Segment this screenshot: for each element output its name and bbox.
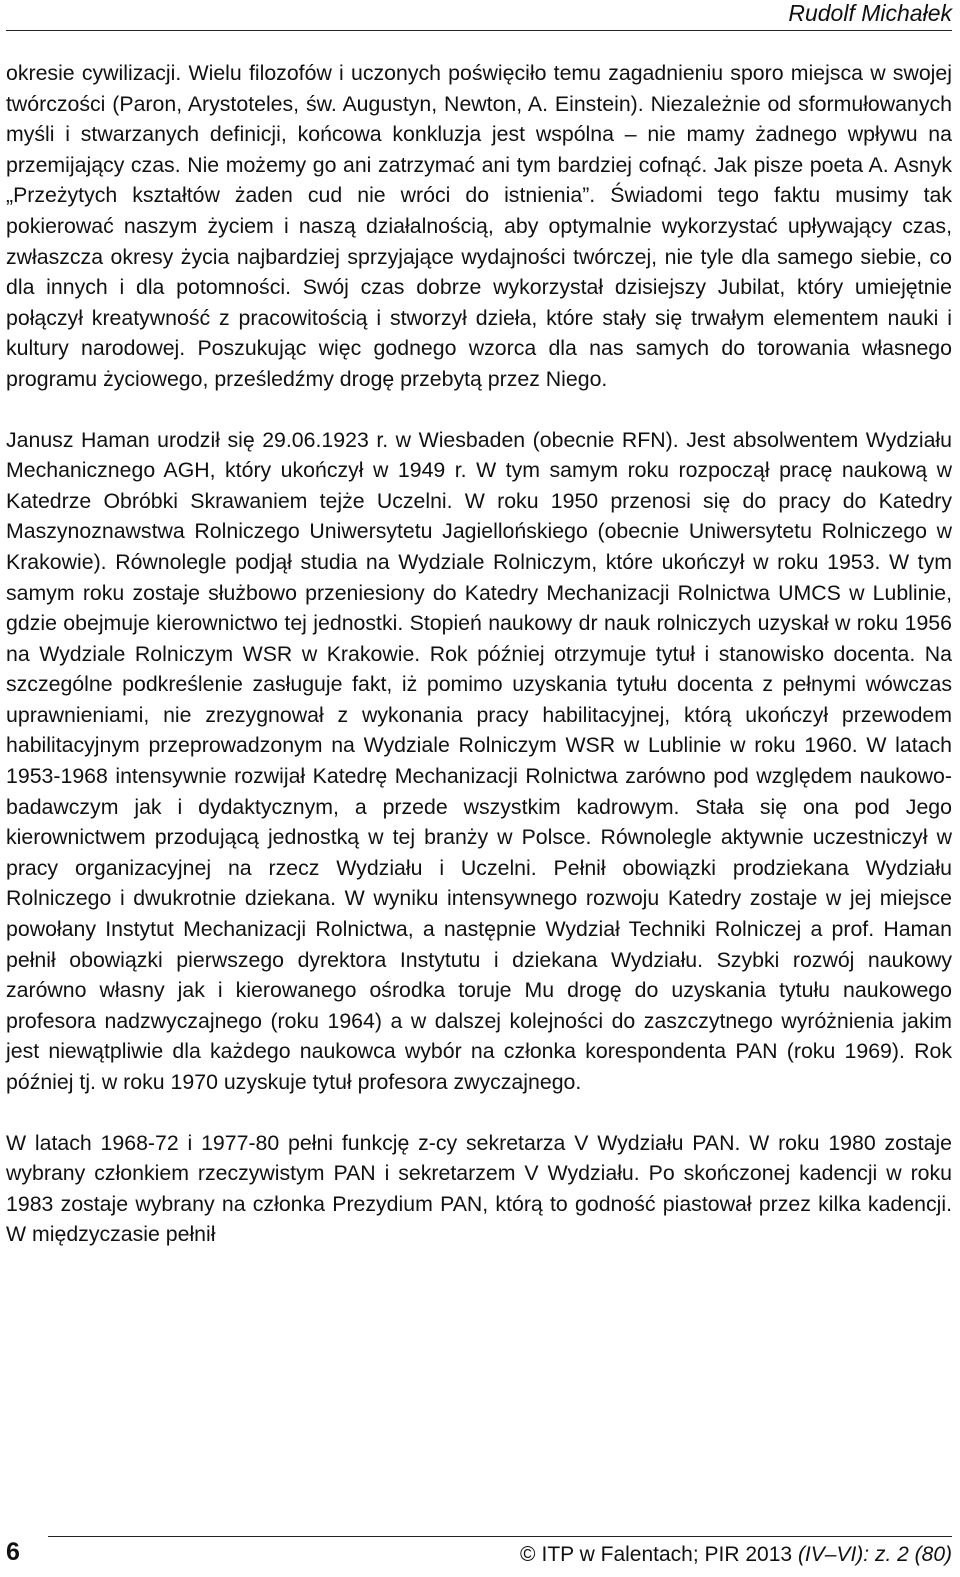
running-header: [6, 0, 952, 31]
footer-divider: [48, 1536, 952, 1537]
paragraph-pan-roles: W latach 1968-72 i 1977-80 pełni funkcję z-cy sekretarza V Wydziału PAN. W roku 1980 zostaje wybrany członkiem rzeczywistym PAN i sekretarzem V Wydziału. Po skończonej kadencji w roku 1983 zostaje wybrany na członka Prezydium PAN, którą to godność piastował przez kilka kadencji. W międzyczasie pełnił: [6, 1130, 952, 1247]
header-author: Rudolf Michałek: [788, 0, 952, 26]
paragraph-biography: Janusz Haman urodził się 29.06.1923 r. w Wiesbaden (obecnie RFN). Jest absolwentem Wydziału Mechanicznego AGH, który ukończył w 1949 r. W tym samym roku rozpoczął pracę naukową w Katedrze Obróbki Skrawaniem tejże Uczelni. W roku 1950 przenosi się do pracy do Katedry Maszynoznawstwa Rolniczego Uniwersytetu Jagiellońskiego (obecnie Uniwersytetu Rolniczego w Krakowie). Równolegle podjął studia na Wydziale Rolniczym, które ukończył w roku 1953. W tym samym roku zostaje służbowo przeniesiony do Katedry Mechanizacji Rolnictwa UMCS w Lublinie, gdzie obejmuje kierownictwo tej jednostki. Stopień naukowy dr nauk rolniczych uzyskał w roku 1956 na Wydziale Rolniczym WSR w Krakowie. Rok później otrzymuje tytuł i stanowisko docenta. Na szczególne podkreślenie zasługuje fakt, iż pomimo uzyskania tytułu docenta z pełnymi wówczas uprawnieniami, nie zrezygnował z wykonania pracy habilitacyjnej, którą ukończył przewodem habilitacyjnym przeprowadzonym na Wydziale Rolniczym WSR w Lublinie w roku 1960. W latach 1953-1968 intensywnie rozwijał Katedrę Mechanizacji Rolnictwa zarówno pod względem naukowo-badawczym jak i dydaktycznym, a przede wszystkim kadrowym. Stała się ona pod Jego kierownictwem przodującą jednostką w tej branży w Polsce. Równolegle aktywnie uczestniczył w pracy organizacyjnej na rzecz Wydziału i Uczelni. Pełnił obowiązki prodziekana Wydziału Rolniczego i dwukrotnie dziekana. W wyniku intensywnego rozwoju Katedry zostaje w jej miejsce powołany Instytut Mechanizacji Rolnictwa, a następnie Wydział Techniki Rolniczej a prof. Haman pełnił obowiązki pierwszego dyrektora Instytutu i dziekana Wydziału. Szybki rozwój naukowy zarówno własny jak i kierowanego ośrodka toruje Mu drogę do uzyskania tytułu naukowego profesora nadzwyczajnego (roku 1964) a w dalszej kolejności do zaszczytnego wyróżnienia jakim jest niewątpliwie dla każdego naukowca wybór na członka korespondenta PAN (roku 1969). Rok później tj. w roku 1970 uzyskuje tytuł profesora zwyczajnego.: [6, 427, 952, 1094]
article-body: [6, 58, 952, 1250]
journal-source: ITP w Falentach; PIR 2013: [541, 1543, 793, 1566]
paragraph-intro: okresie cywilizacji. Wielu filozofów i uczonych poświęciło temu zagadnieniu sporo miejsca w swojej twórczości (Paron, Arystoteles, św. Augustyn, Newton, A. Einstein). Niezależnie od sformułowanych myśli i stwarzanych definicji, końcowa konkluzja jest wspólna – nie mamy żadnego wpływu na przemijający czas. Nie możemy go ani zatrzymać ani tym bardziej cofnąć. Jak pisze poeta A. Asnyk „Przeżytych kształtów żaden cud nie wróci do istnienia”. Świadomi tego faktu musimy tak pokierować naszym życiem i naszą działalnością, aby optymalnie wykorzystać upływający czas, zwłaszcza okresy życia najbardziej sprzyjające wydajności twórczej, nie tyle dla samego siebie, co dla innych i dla potomności. Swój czas dobrze wykorzystał dzisiejszy Jubilat, który umiejętnie połączył kreatywność z pracowitością i stworzył dzieła, które stały się trwałym elementem nauki i kultury narodowej. Poszukując więc godnego wzorca dla nas samych do torowania własnego programu życiowego, prześledźmy drogę przebytą przez Niego.: [6, 61, 952, 391]
page-number: 6: [6, 1538, 20, 1566]
journal-volume: (IV–VI): [797, 1543, 864, 1566]
copyright-icon: ©: [520, 1543, 536, 1566]
journal-issue: : z. 2 (80): [863, 1543, 952, 1566]
page-footer: [0, 1536, 960, 1577]
journal-citation: [520, 1542, 952, 1568]
